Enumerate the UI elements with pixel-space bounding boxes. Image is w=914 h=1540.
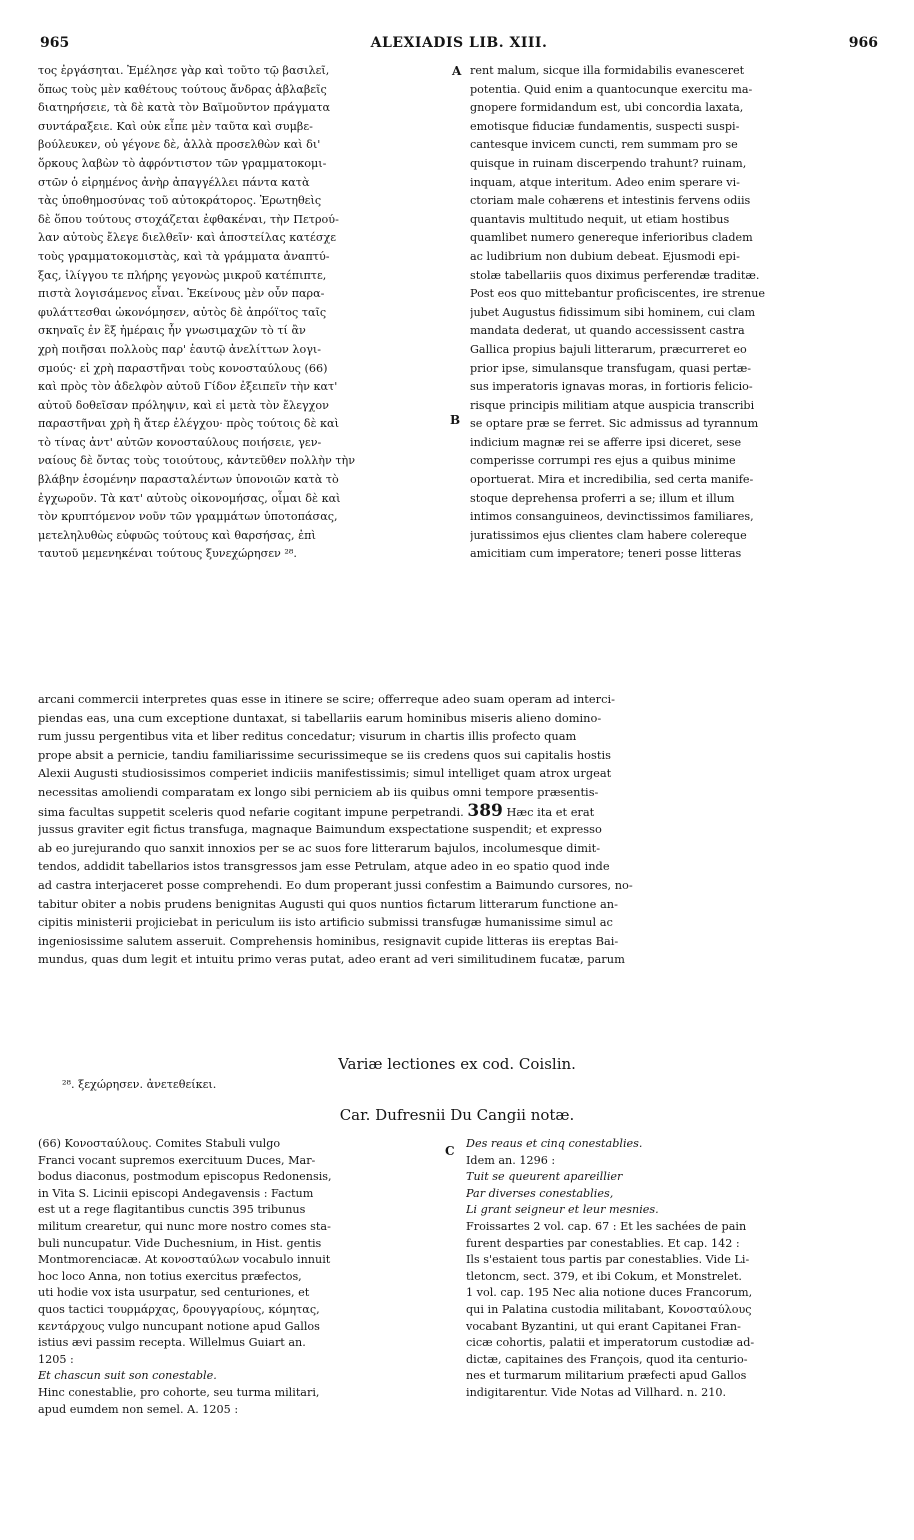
latin-text-line: risque principis militiam atque auspicia transcribi	[470, 398, 755, 412]
note-line: (66) Κονοσταύλους. Comites Stabuli vulgo	[38, 1137, 281, 1150]
note-line: in Vita S. Licinii episcopi Andegavensis : Factum	[38, 1186, 314, 1200]
notes-heading: Car. Dufresnii Du Cangii notæ.	[339, 1106, 575, 1124]
text-line: ab eo jurejurando quo sanxit innoxios per se ac suos fore litterarum bajulos, incolumesque dimit-	[38, 840, 601, 855]
greek-text-line: τος ἐργάσηται. Ἐμέλησε γὰρ καὶ τοῦτο τῷ βασιλεῖ,	[38, 64, 330, 77]
text-line: ad castra interjaceret posse comprehendi. Eo dum properant jussi confestim a Baimundo cursores, no-	[38, 877, 633, 892]
greek-text-line: τὸν κρυπτόμενον νοῦν τῶν γραμμάτων ὑποτοπάσας,	[38, 510, 338, 524]
note-line: Des reaus et cinq conestablies.	[466, 1137, 643, 1150]
note-line: hoc loco Anna, non totius exercitus præfectos,	[38, 1269, 302, 1283]
note-line: quos tactici τουρμάρχας, δρουγγαρίους, κόμητας,	[38, 1302, 320, 1316]
text-line: arcani commercii interpretes quas esse in itinere se scire; offerreque adeo suam operam ad interci-	[38, 692, 615, 706]
text-line: Alexii Augusti studiosissimos comperiet indiciis manifestissimis; simul intelliget quam atrox urgeat	[38, 766, 612, 781]
page-header	[40, 35, 878, 55]
latin-text-line: indicium magnæ rei se afferre ipsi diceret, sese	[470, 435, 742, 449]
text-line-with-page-marker	[38, 802, 880, 821]
greek-text-line: ὅρκους λαβὼν τὸ ἀφρόντιστον τῶν γραμματοκομι-	[38, 156, 327, 170]
note-line: Idem an. 1296 :	[466, 1153, 556, 1167]
note-line: κεντάρχους vulgo nuncupant notione apud Gallos	[38, 1319, 320, 1333]
note-line: Et chascun suit son conestable.	[38, 1369, 217, 1383]
latin-text-line: oportuerat. Mira et incredibilia, sed certa manife-	[470, 473, 754, 487]
greek-text-line: ναίους δὲ ὄντας τοὺς τοιούτους, κἀντεῦθεν πολλὴν τὴν	[38, 454, 356, 468]
latin-text-line: ac ludibrium non dubium debeat. Ejusmodi epi-	[470, 249, 740, 263]
text-line: jussus graviter egit fictus transfuga, magnaque Baimundum exspectatione suspendit; et expresso	[38, 822, 602, 837]
text-fragment: sima facultas suppetit sceleris quod nefarie cogitant impune perpetrandi.	[38, 804, 464, 819]
note-line: istius ævi passim recepta. Willelmus Guiart an.	[38, 1336, 306, 1350]
greek-text-line: χρὴ ποιῆσαι πολλοὺς παρ' ἑαυτῷ ἀνελίττων λογι-	[38, 342, 322, 356]
latin-column	[470, 62, 878, 564]
note-line: est ut a rege flagitantibus cunctis 395 tribunus	[38, 1203, 306, 1217]
greek-text-line: τὸ τίνας ἀντ' αὐτῶν κονοσταύλους ποιήσειε, γεν-	[38, 435, 322, 449]
text-line: cipitis ministerii projiciebat in periculum iis isto artificio submissi transfugæ humanissime simul ac	[38, 915, 613, 930]
note-line: militum crearetur, qui nunc more nostro comes sta-	[38, 1219, 331, 1233]
note-line: Ils s'estaient tous partis par conestablies. Vide Li-	[466, 1253, 750, 1267]
greek-text-line: αὐτοῦ δοθεῖσαν πρόληψιν, καὶ εἰ μετὰ τὸν ἔλεγχον	[38, 398, 329, 412]
note-line: furent desparties par conestablies. Et cap. 142 :	[466, 1236, 740, 1250]
margin-marker-c: C	[445, 1144, 455, 1158]
margin-marker-b: B	[450, 413, 461, 427]
note-line: buli nuncupatur. Vide Duchesnium, in Hist. gentis	[38, 1236, 322, 1250]
greek-text-line: πιστὰ λογισάμενος εἶναι. Ἐκείνους μὲν οὖν παρα-	[38, 287, 325, 301]
note-line: qui in Palatina custodia militabant, Κονοσταύλους	[466, 1302, 752, 1316]
margin-marker-a: A	[452, 64, 462, 78]
text-line: prope absit a pernicie, tandiu familiarissime securissimeque se iis credens quos sui capitalis hostis	[38, 747, 611, 762]
greek-text-line: παραστῆναι χρὴ ἢ ἄτερ ἐλέγχου· πρὸς τούτοις δὲ καὶ	[38, 417, 339, 431]
running-title: ALEXIADIS LIB. XIII.	[370, 35, 548, 51]
greek-text-line: σκηναῖς ἐν ἓξ ἡμέραις ἦν γνωσιμαχῶν τὸ τί ἂν	[38, 324, 306, 338]
notes-right-column	[466, 1136, 878, 1402]
note-line: Montmorenciacæ. At κονοσταύλων vocabulo innuit	[38, 1253, 331, 1267]
latin-text-line: prior ipse, simulansque transfugam, quasi pertæ-	[470, 361, 752, 375]
latin-text-line: potentia. Quid enim a quantocunque exercitu ma-	[470, 82, 753, 96]
greek-text-line: ἐγχωροῦν. Τὰ κατ' αὐτοὺς οἰκονομήσας, οἶμαι δὲ καὶ	[38, 491, 341, 505]
greek-text-line: διατηρήσειε, τὰ δὲ κατὰ τὸν Βαϊμοῦντον πράγματα	[38, 101, 331, 115]
full-width-latin-text	[38, 690, 880, 969]
greek-text-line: βλάβην ἐσομένην παρασταλέντων ὑπονοιῶν κατὰ τὸ	[38, 473, 339, 487]
latin-text-line: stolæ tabellariis quos diximus perferendæ traditæ.	[470, 268, 760, 282]
greek-text-line: φυλάττεσθαι ὠκονόμησεν, αὐτὸς δὲ ἀπρόϊτος ταῖς	[38, 305, 327, 319]
latin-text-line: Gallica propius bajuli litterarum, præcurreret eo	[470, 342, 747, 356]
latin-text-line: jubet Augustus fidissimum sibi hominem, cui clam	[470, 305, 756, 319]
latin-text-line: inquam, atque interitum. Adeo enim sperare vi-	[470, 175, 740, 189]
latin-text-line: quantavis multitudo nequit, ut etiam hostibus	[470, 212, 730, 226]
variant-readings-heading: Variæ lectiones ex cod. Coislin.	[338, 1055, 576, 1073]
right-page-number: 966	[848, 35, 878, 51]
note-line: indigitarentur. Vide Notas ad Villhard. n. 210.	[466, 1385, 727, 1399]
text-line: piendas eas, una cum exceptione duntaxat, si tabellariis earum hominibus miseris alieno domino-	[38, 710, 602, 725]
latin-text-line: amicitiam cum imperatore; teneri posse litteras	[470, 547, 742, 561]
note-line: Tuit se queurent apareillier	[466, 1170, 623, 1184]
text-line: mundus, quas dum legit et intuitu primo veras putat, adeo erant ad veri similitudinem fucatæ, parum	[38, 952, 625, 967]
text-line: ingeniosissime salutem asseruit. Comprehensis hominibus, resignavit cupide litteras iis ereptas Bai-	[38, 933, 619, 948]
left-page-number: 965	[40, 35, 70, 51]
latin-text-line: stoque deprehensa proferri a se; illum et illum	[470, 491, 735, 505]
notes-left-column	[38, 1136, 438, 1418]
latin-text-line: Post eos quo mittebantur proficiscentes, ire strenue	[470, 287, 766, 301]
note-line: vocabant Byzantini, ut qui erant Capitanei Fran-	[466, 1319, 741, 1333]
greek-text-line: τοὺς γραμματοκομιστὰς, καὶ τὰ γράμματα ἀναπτύ-	[38, 249, 330, 263]
greek-text-line: λαν αὐτοὺς ἔλεγε διελθεῖν· καὶ ἀποστείλας κατέσχε	[38, 231, 337, 245]
latin-text-line: ctoriam male cohærens et intestinis fervens odiis	[470, 194, 751, 208]
variant-reading-line: ²⁸. ξεχώρησεν. ἀνετεθείκει.	[62, 1078, 217, 1091]
latin-text-line: se optare præ se ferret. Sic admissus ad tyrannum	[470, 417, 759, 431]
note-line: Li grant seigneur et leur mesnies.	[466, 1203, 659, 1217]
note-line: Froissartes 2 vol. cap. 67 : Et les sachées de pain	[466, 1219, 747, 1233]
greek-text-line: δὲ ὅπου τούτους στοχάζεται ἐφθακέναι, τὴν Πετρού-	[38, 212, 339, 226]
text-line: necessitas amoliendi comparatam ex longo sibi perniciem ab iis quibus omni tempore præsentis-	[38, 784, 599, 799]
text-line: tabitur obiter a nobis prudens benignitas Augusti qui quos nuntios fictarum litterarum functione an-	[38, 896, 618, 911]
greek-text-line: ὅπως τοὺς μὲν καθέτους τούτους ἄνδρας ἀβλαβεῖς	[38, 82, 327, 96]
greek-text-line: σμούς· εἰ χρὴ παραστῆναι τοὺς κονοσταύλους (66)	[38, 361, 328, 375]
note-line: cicæ cohortis, palatii et imperatorum custodiæ ad-	[466, 1336, 755, 1350]
latin-text-line: quamlibet numero genereque inferioribus cladem	[470, 231, 753, 245]
page-marker-389: 389	[467, 801, 503, 821]
text-fragment: Hæc ita et erat	[506, 804, 595, 819]
latin-text-line: quisque in ruinam discerpendo trahunt? ruinam,	[470, 156, 747, 170]
greek-text-line: βούλευκεν, οὐ γέγονε δὲ, ἀλλὰ προσελθὼν καὶ δι'	[38, 138, 321, 152]
note-line: bodus diaconus, postmodum episcopus Redonensis,	[38, 1170, 332, 1184]
latin-text-line: mandata dederat, ut quando accessissent castra	[470, 324, 745, 338]
note-line: uti hodie vox ista usurpatur, sed centuriones, et	[38, 1286, 310, 1300]
note-line: 1 vol. cap. 195 Nec alia notione duces Francorum,	[466, 1286, 753, 1300]
latin-text-line: intimos consanguineos, devinctissimos familiares,	[470, 510, 754, 524]
note-line: dictæ, capitaines des François, quod ita centurio-	[466, 1352, 748, 1366]
latin-text-line: juratissimos ejus clientes clam habere colereque	[470, 528, 747, 542]
greek-text-line: καὶ πρὸς τὸν ἀδελφὸν αὐτοῦ Γίδον ἐξειπεῖν τὴν κατ'	[38, 380, 338, 394]
note-line: tletoncm, sect. 379, et ibi Cokum, et Monstrelet.	[466, 1269, 742, 1283]
greek-text-line: ξας, ἰλίγγου τε πλήρης γεγονὼς μικροῦ κατέπιπτε,	[38, 268, 327, 282]
latin-text-line: comperisse corrumpi res ejus a quibus minime	[470, 454, 736, 468]
text-line: tendos, addidit tabellarios istos transgressos jam esse Petrulam, atque adeo in eo spatio quod inde	[38, 859, 610, 874]
greek-column	[38, 62, 442, 564]
note-line: 1205 :	[38, 1352, 74, 1366]
note-line: Hinc conestablie, pro cohorte, seu turma militari,	[38, 1385, 320, 1399]
latin-text-line: cantesque invicem cuncti, rem summam pro se	[470, 138, 738, 152]
greek-text-line: ταυτοῦ μεμενηκέναι τούτους ξυνεχώρησεν ²⁸.	[38, 547, 297, 561]
greek-text-line: τὰς ὑποθημοσύνας τοῦ αὐτοκράτορος. Ἐρωτηθεὶς	[38, 194, 322, 208]
note-line: nes et turmarum militarium præfecti apud Gallos	[466, 1369, 747, 1383]
note-line: Par diverses conestablies,	[466, 1186, 614, 1200]
note-line: apud eumdem non semel. A. 1205 :	[38, 1402, 239, 1416]
note-line: Franci vocant supremos exercituum Duces, Mar-	[38, 1153, 316, 1167]
greek-text-line: μετεληλυθὼς εὐφυῶς τούτους καὶ θαρσήσας, ἐπὶ	[38, 528, 316, 542]
latin-text-line: emotisque fiduciæ fundamentis, suspecti suspi-	[470, 119, 740, 133]
latin-text-line: sus imperatoris ignavas moras, in fortioris felicio-	[470, 380, 753, 394]
text-line: rum jussu pergentibus vita et liber reditus concedatur; visurum in chartis illis profecto quam	[38, 729, 577, 744]
greek-text-line: στῶν ὁ εἰρημένος ἀνὴρ ἀπαγγέλλει πάντα κατὰ	[38, 175, 310, 189]
greek-text-line: συντάραξειε. Καὶ οὐκ εἶπε μὲν ταῦτα καὶ συμβε-	[38, 119, 313, 133]
latin-text-line: gnopere formidandum est, ubi concordia laxata,	[470, 101, 744, 115]
latin-text-line: rent malum, sicque illa formidabilis evanesceret	[470, 64, 745, 77]
